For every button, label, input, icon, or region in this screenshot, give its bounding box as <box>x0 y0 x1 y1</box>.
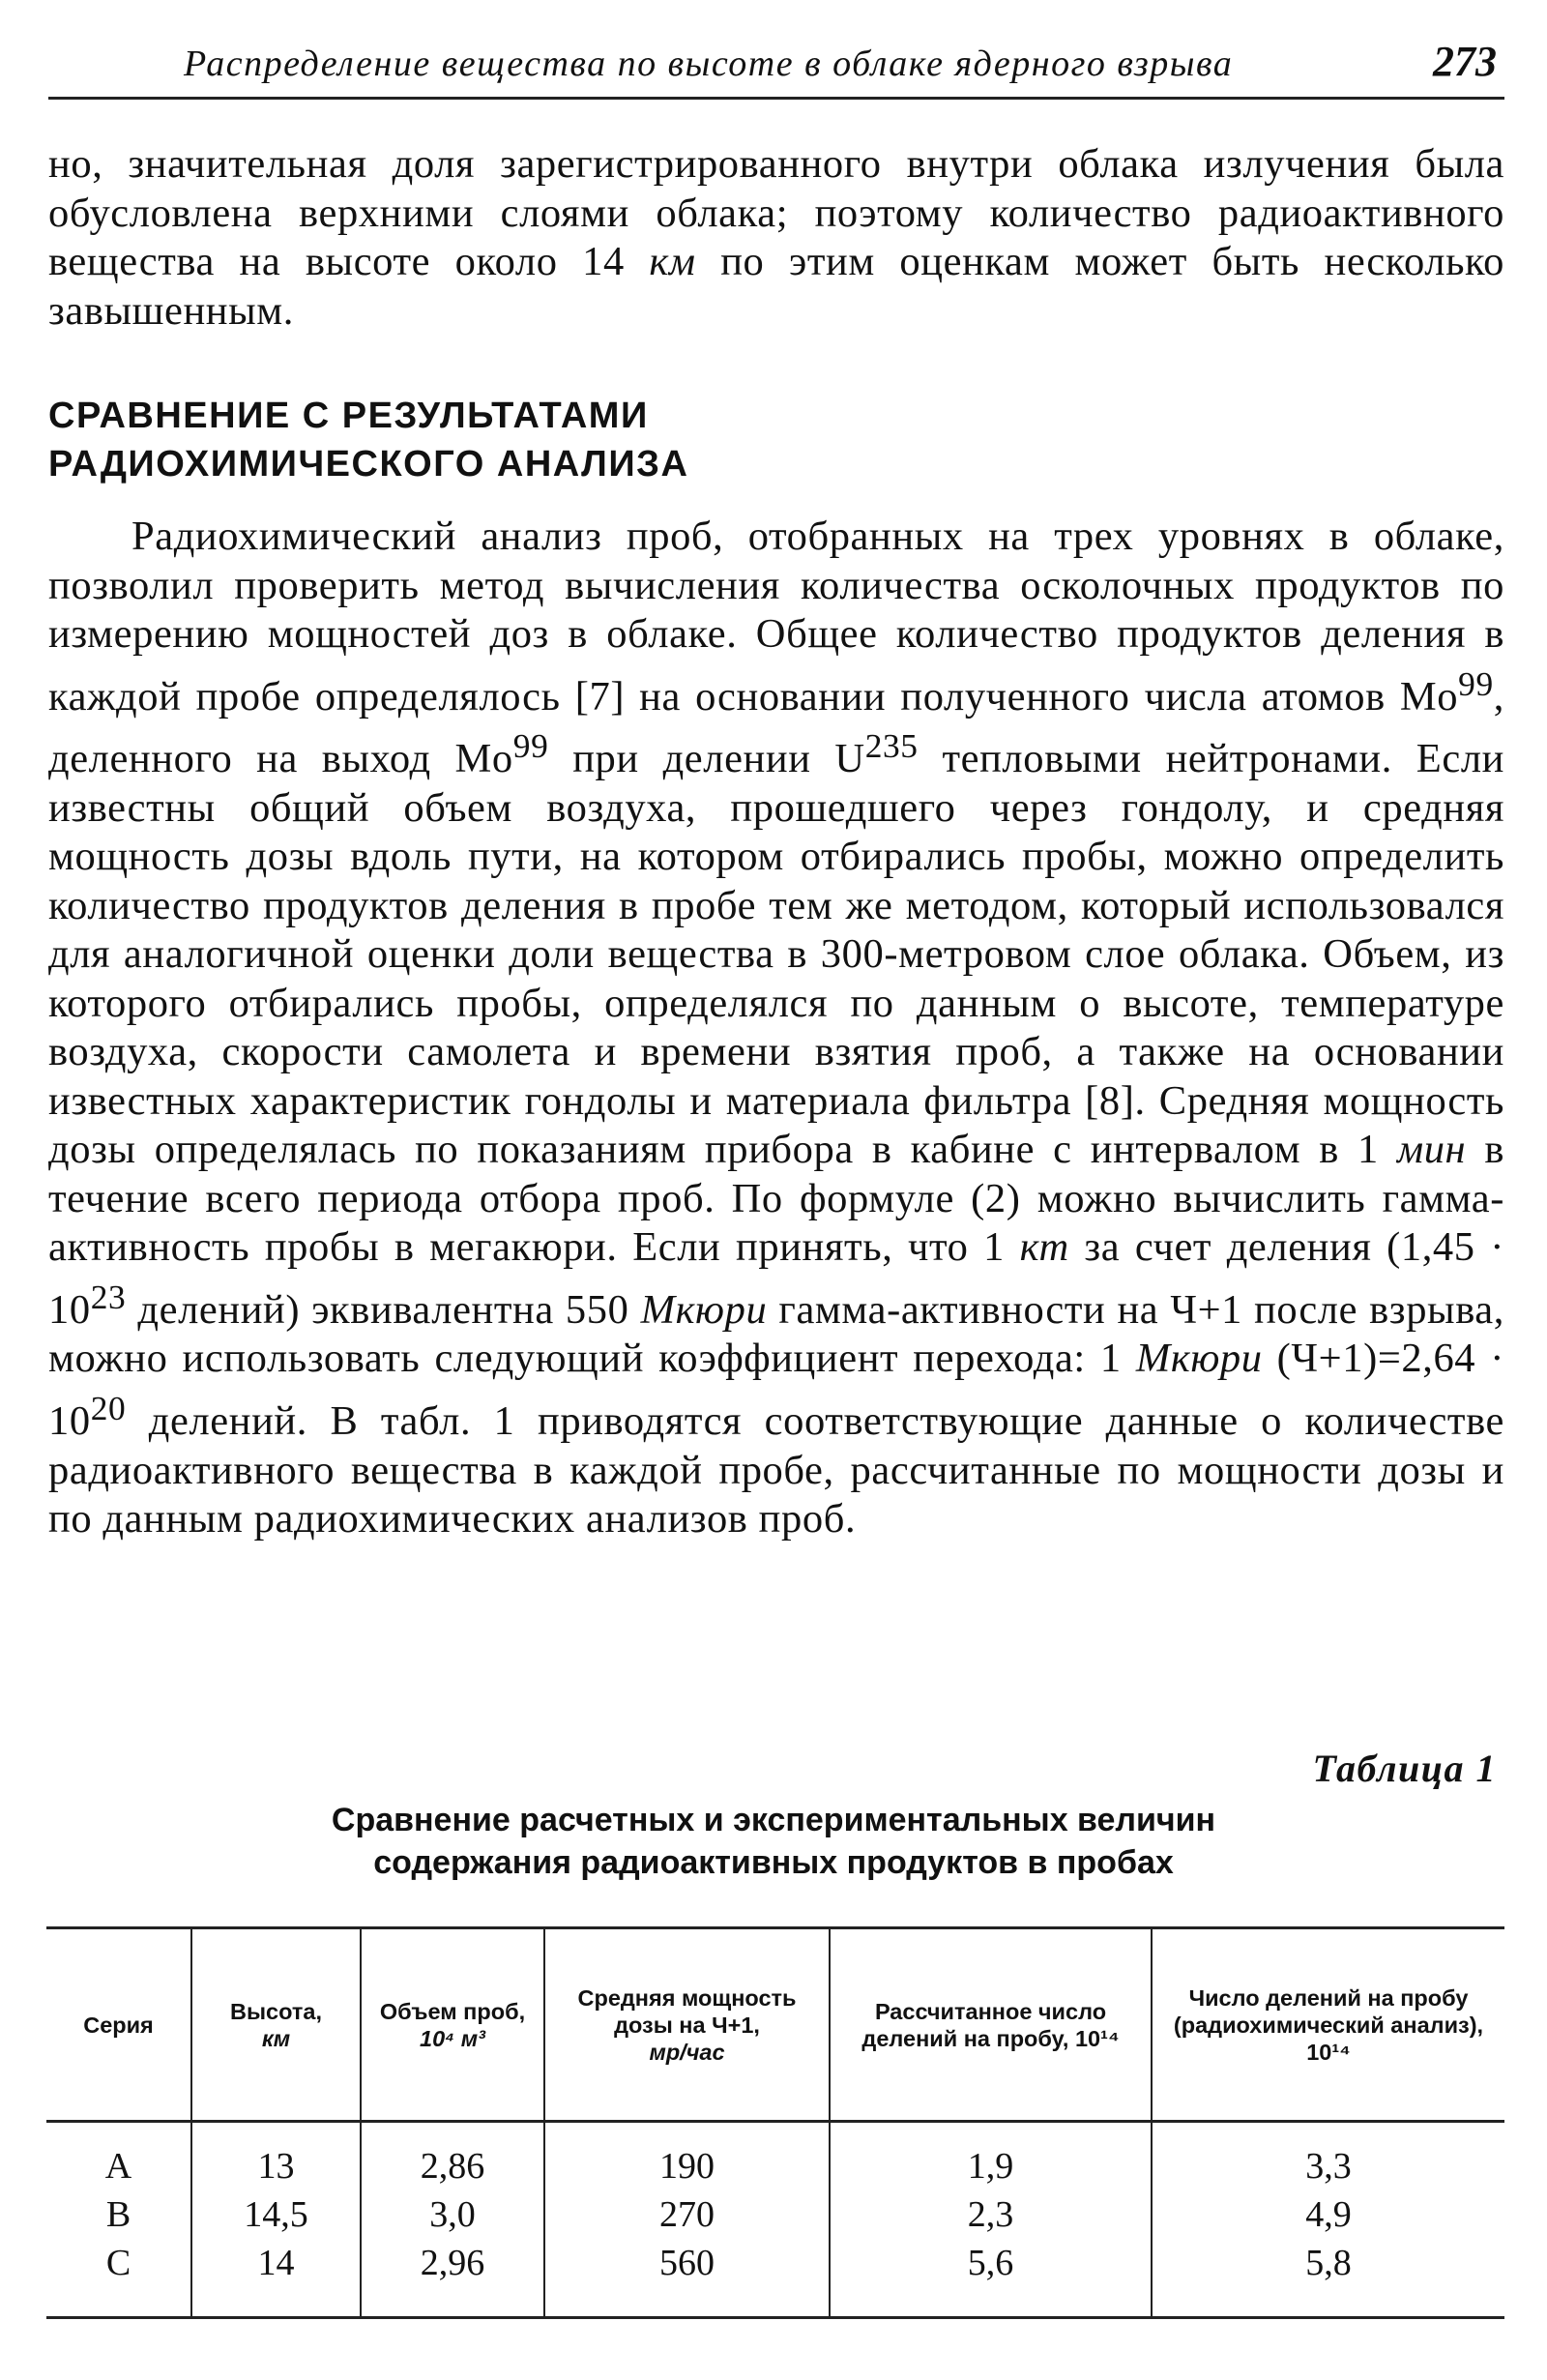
cell-dose-rate: 560 <box>544 2239 830 2318</box>
cell-height: 14,5 <box>191 2190 361 2239</box>
section-heading-line-2: РАДИОХИМИЧЕСКОГО АНАЛИЗА <box>48 444 689 485</box>
table-header-row <box>46 1928 1504 2122</box>
paragraph-radiochemical-analysis: Радиохимический анализ проб, отобранных на трех уровнях в облаке, позволил проверить метод вычисления количества осколочных продуктов по измерению мощностей доз в облаке. Общее количество продуктов деления в каждой пробе определялось [7] на основании полученного числа атомов Mo$^{99}$, деленного на выход Mo$^{99}$ при делении $U^{235}$ тепловыми нейтронами. Если известны общий объем воздуха, прошедшего через гондолу, и средняя мощность дозы вдоль пути, на котором отбирались пробы, можно определить количество продуктов деления в пробе тем же методом, который использовался для аналогичной оценки доли вещества в 300-метровом слое облака. Объем, из которого отбирались пробы, определялся по данным о высоте, температуре воздуха, скорости самолета и времени взятия проб, а также на основании известных характеристик гондолы и материала фильтра [8]. Средняя мощность дозы определялась по показаниям прибора в кабине с интервалом в 1 мин в течение всего периода отбора проб. По формуле (2) можно вычислить гамма-активность пробы в мегакюри. Если принять, что 1 кт за счет деления ($1,45 \cdot 10^{23}$ делений) эквивалентна 550 Мкюри гамма-активности на Ч+1 после взрыва, можно использовать следующий коэффициент перехода: 1 Мкюри $(Ч+1)=2,64 \cdot 10^{20}$ делений. В табл. 1 приводятся соответствующие данные о количестве радиоактивного вещества в каждой пробе, рассчитанные по мощности дозы и по данным радиохимических анализов проб. <box>48 514 1504 1543</box>
superscript-235: 235 <box>864 726 919 766</box>
paragraph-continuation: но, значительная доля зарегистрированного внутри облака излучения была обусловлена верхними слоями облака; поэтому количество радиоактивного вещества на высоте около 14 км по этим оценкам может быть несколько завышенным. <box>48 141 1504 334</box>
table-row <box>46 2122 1504 2191</box>
comparison-table <box>46 1926 1504 2319</box>
section-heading <box>48 392 688 488</box>
superscript-23: 23 <box>90 1277 127 1316</box>
cell-radiochemical-fissions: 5,8 <box>1152 2239 1504 2318</box>
cell-dose-rate: 270 <box>544 2190 830 2239</box>
section-heading-line-1: СРАВНЕНИЕ С РЕЗУЛЬТАТАМИ <box>48 396 649 436</box>
cell-series: B <box>105 2194 131 2235</box>
unit-km: км <box>649 239 696 284</box>
cell-calculated-fissions: 1,9 <box>830 2122 1152 2191</box>
table-caption-line-2: содержания радиоактивных продуктов в пробах <box>373 1844 1174 1881</box>
table-number: Таблица 1 <box>1312 1747 1497 1790</box>
superscript-20: 20 <box>90 1388 127 1427</box>
unit-mcurie: Мкюри <box>640 1286 768 1333</box>
unit-mcurie: Мкюри <box>1135 1336 1263 1382</box>
unit-kt: кт <box>1019 1224 1069 1271</box>
cell-radiochemical-fissions: 4,9 <box>1152 2190 1504 2239</box>
col-header-radiochemical-fissions: Число делений на пробу (радиохимический анализ), 10¹⁴ <box>1152 1928 1504 2122</box>
col-header-calculated-fissions: Рассчитанное число делений на пробу, 10¹⁴ <box>830 1928 1152 2122</box>
superscript-99: 99 <box>512 726 549 766</box>
cell-series: A <box>104 2146 132 2187</box>
col-header-volume: Объем проб, 10⁴ м³ <box>361 1928 544 2122</box>
col-header-height: Высота, км <box>191 1928 361 2122</box>
cell-height: 14 <box>191 2239 361 2318</box>
cell-dose-rate: 190 <box>544 2122 830 2191</box>
running-title: Распределение вещества по высоте в облаке ядерного взрыва <box>184 44 1234 84</box>
unit-min: мин <box>1396 1127 1467 1173</box>
table-caption <box>0 1799 1547 1884</box>
cell-radiochemical-fissions: 3,3 <box>1152 2122 1504 2191</box>
cell-volume: 3,0 <box>361 2190 544 2239</box>
cell-calculated-fissions: 5,6 <box>830 2239 1152 2318</box>
table-row <box>46 2239 1504 2318</box>
col-header-volume-unit: 10⁴ м³ <box>420 2025 485 2051</box>
col-header-dose-unit: мр/час <box>649 2039 725 2065</box>
superscript-99: 99 <box>1458 663 1494 703</box>
col-header-height-unit: км <box>261 2025 291 2051</box>
page-number: 273 <box>1433 38 1497 85</box>
cell-series: C <box>46 2239 191 2318</box>
running-head <box>48 29 1504 100</box>
cell-calculated-fissions: 2,3 <box>830 2190 1152 2239</box>
table-caption-line-1: Сравнение расчетных и экспериментальных величин <box>331 1802 1216 1838</box>
cell-volume: 2,86 <box>361 2122 544 2191</box>
col-header-dose-rate: Средняя мощность дозы на Ч+1, мр/час <box>544 1928 830 2122</box>
col-header-series: Серия <box>46 1928 191 2122</box>
cell-volume: 2,96 <box>361 2239 544 2318</box>
cell-height: 13 <box>191 2122 361 2191</box>
table-row <box>46 2190 1504 2239</box>
